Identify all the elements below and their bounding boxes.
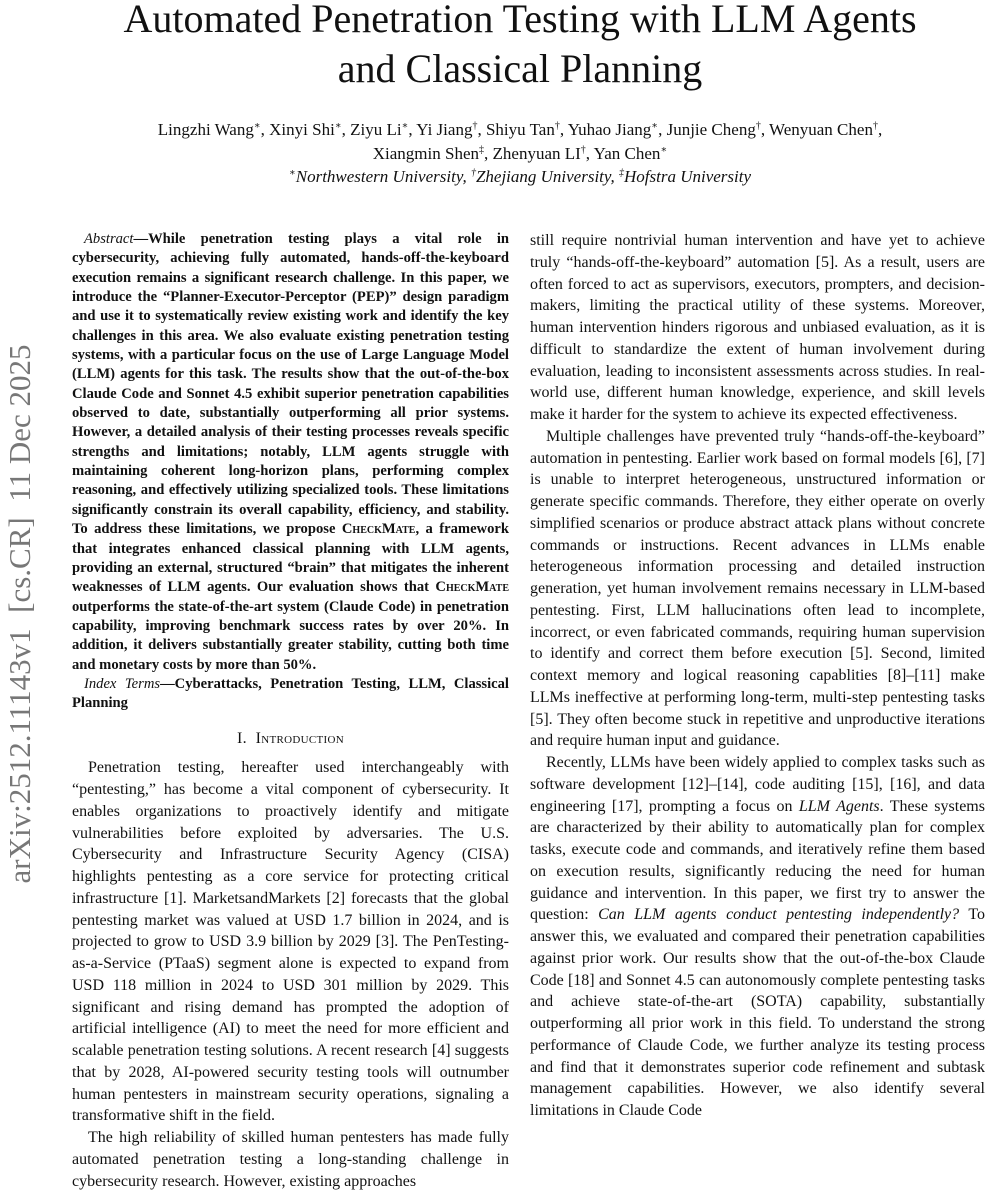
affiliation-mark: ‡	[479, 143, 485, 155]
affiliation-mark: †	[755, 120, 761, 132]
index-terms	[72, 675, 509, 714]
author-name: Ziyu Li	[350, 120, 402, 139]
system-name: CheckMate	[341, 521, 416, 538]
right-column	[530, 230, 985, 1122]
affiliation-name: Hofstra University	[624, 167, 752, 186]
author-name: Yi Jiang	[416, 120, 473, 139]
author-name: Yan Chen	[593, 143, 661, 163]
paper-title	[60, 0, 980, 94]
paragraph: Penetration testing, hereafter used interchangeably with “pentesting,” has become a vital component of cybersecurity. It enables organizations to proactively identify and mitigate vulnerabilities before exploited by adversaries. The U.S. Cybersecurity and Infrastructure Security Agency (CISA) highlights pentesting as a core service for protecting critical infrastructure [1]. MarketsandMarkets [2] forecasts that the global pentesting market was valued at USD 1.7 billion in 2024, and is projected to grow to USD 3.9 billion by 2029 [3]. The PenTesting-as-a-Service (PTaaS) segment alone is expected to expand from USD 118 million in 2024 to USD 301 million by 2029. This significant and rising demand has prompted the adoption of artificial intelligence (AI) to meet the need for more efficient and scalable penetration testing solutions. A recent research [4] suggests that by 2028, AI-powered security testing tools will outnumber human pentesters in mainstream security operations, signaling a transformative shift in the field.	[72, 759, 509, 1125]
title-line: and Classical Planning	[337, 46, 703, 91]
author-name: Zhenyuan LI	[492, 143, 581, 163]
affiliation-name: Zhejiang University	[475, 167, 611, 186]
affiliation-mark: ∗	[660, 143, 668, 155]
affiliation-name: Northwestern University	[295, 167, 463, 186]
emphasis: LLM Agents	[798, 797, 880, 815]
affiliation-mark: †	[580, 143, 586, 155]
affiliation-mark: ∗	[651, 120, 659, 132]
affiliation-mark: †	[554, 120, 560, 132]
abstract-text: , a framework that integrates enhanced classical planning with LLM agents, providing an external, structured “brain” that mitigates the inherent weaknesses of LLM agents. Our evaluation shows that	[72, 521, 509, 596]
index-terms-text: —Cyberattacks, Penetration Testing, LLM, Classical Planning	[72, 675, 509, 712]
author-name: Junjie Cheng	[666, 120, 756, 139]
title-line: Automated Penetration Testing with LLM Agents	[123, 0, 917, 41]
section-heading	[72, 728, 509, 750]
text: Recently, LLMs have been widely applied to complex tasks such as software development [12]–[14], code auditing [15], [16], and data engineering [17], prompting a focus on	[530, 754, 985, 815]
system-name: CheckMate	[435, 579, 509, 596]
paragraph: still require nontrivial human intervention and have yet to achieve truly “hands-off-the-keyboard” automation [5]. As a result, users are often forced to act as supervisors, executors, prompters, and decision-makers, limiting the practical utility of these systems. Moreover, human intervention hinders rigorous and unbiased evaluation, as it is difficult to standardize the extent of human involvement during evaluation, leading to inconsistent assessments across studies. In real-world use, different human knowledge, experience, and skill levels make it harder for the system to achieve its expected effectiveness.	[530, 232, 985, 423]
affiliation-mark: ‡	[619, 167, 625, 179]
author-line: Xiangmin Shen‡, Zhenyuan LI†, Yan Chen∗	[372, 143, 668, 163]
abstract-text: —While penetration testing plays a vital role in cybersecurity, achieving fully automated, hands-off-the-keyboard execution remains a significant research challenge. In this paper, we introduce the “Planner-Executor-Perceptor (PEP)” design paradigm and use it to systematically review existing work and identify the key challenges in this area. We also evaluate existing penetration testing systems, with a particular focus on the use of Large Language Model (LLM) agents for this task. The results show that the out-of-the-box Claude Code and Sonnet 4.5 exhibit superior penetration capabilities observed to date, substantially outperforming all prior systems. However, a detailed analysis of their testing processes reveals specific strengths and limitations; notably, LLM agents struggle with maintaining coherent long-horizon plans, performing complex reasoning, and effectively utilizing specialized tools. These limitations significantly constrain its overall capability, efficiency, and stability. To address these limitations, we propose	[72, 231, 509, 538]
abstract-label: Abstract	[84, 231, 134, 247]
affiliation-mark: ∗	[401, 120, 409, 132]
affiliation-mark: †	[872, 120, 878, 132]
author-name: Wenyuan Chen	[769, 120, 873, 139]
author-name: Xinyi Shi	[269, 120, 335, 139]
author-name: Shiyu Tan	[485, 120, 555, 139]
abstract-text: outperforms the state-of-the-art system (Claude Code) in penetration capability, improving benchmark success rates by over 20%. In addition, it delivers substantially greater stability, cutting both time and monetary costs by more than 50%.	[72, 598, 509, 673]
text: . These systems are characterized by their ability to automatically plan for complex tasks, execute code and commands, and iteratively refine them based on execution results, significantly reducing the need for human guidance and intervention. In this paper, we first try to answer the question:	[530, 797, 985, 924]
section-number: I.	[237, 729, 247, 747]
affiliation-mark: †	[470, 167, 476, 179]
section-title: Introduction	[255, 729, 344, 747]
abstract	[72, 230, 509, 675]
author-line: Lingzhi Wang∗, Xinyi Shi∗, Ziyu Li∗, Yi Jiang†, Shiyu Tan†, Yuhao Jiang∗, Junjie Cheng†, Wenyuan Chen†,	[157, 120, 883, 139]
affiliation-mark: ∗	[288, 167, 296, 179]
emphasis: Can LLM agents conduct pentesting independently?	[598, 906, 960, 924]
affiliation-mark: ∗	[334, 120, 342, 132]
paragraph	[530, 752, 985, 1122]
author-block	[60, 118, 980, 189]
text: To answer this, we evaluated and compared their penetration capabilities against prior work. Our results show that the out-of-the-box Claude Code [18] and Sonnet 4.5 can autonomously complete pentesting tasks and achieve state-of-the-art (SOTA) capability, substantially outperforming all prior work in this field. To understand the strong performance of Claude Code, we further analyze its testing process and find that it demonstrates superior code refinement and subtask management capabilities. However, we also identify several limitations in Claude Code	[530, 906, 985, 1119]
arxiv-identifier-stamp: arXiv:2512.11143v1 [cs.CR] 11 Dec 2025	[2, 344, 37, 884]
author-name: Yuhao Jiang	[567, 120, 652, 139]
affiliation-mark: ∗	[253, 120, 261, 132]
paragraph: Multiple challenges have prevented truly “hands-off-the-keyboard” automation in pentesting. Earlier work based on formal models [6], [7] is unable to interpret heterogeneous, unstructured information or generate specific commands. Therefore, they either operate on overly simplified scenarios or produce abstract attack plans without concrete commands or instructions. Recent advances in LLMs enable heterogeneous information processing and detailed instruction generation, yet human involvement remains necessary in LLM-based pentesting. First, LLM hallucinations often lead to incomplete, incorrect, or even fabricated commands, requiring human supervision to identify and correct them before execution [5]. Second, limited context memory and logical reasoning capablities [8]–[11] make LLMs ineffective at performing long-term, multi-step pentesting tasks [5]. They often become stuck in repetitive and unproductive iterations and require human input and guidance.	[530, 427, 985, 750]
author-name: Lingzhi Wang	[157, 120, 254, 139]
affiliations: ∗Northwestern University, †Zhejiang University, ‡Hofstra University	[288, 167, 752, 186]
affiliation-mark: †	[472, 120, 478, 132]
author-name: Xiangmin Shen	[372, 143, 480, 163]
index-terms-label: Index Terms	[84, 675, 161, 692]
left-column	[72, 230, 509, 1192]
paragraph: The high reliability of skilled human pentesters has made fully automated penetration testing a long-standing challenge in cybersecurity research. However, existing approaches	[72, 1129, 509, 1190]
